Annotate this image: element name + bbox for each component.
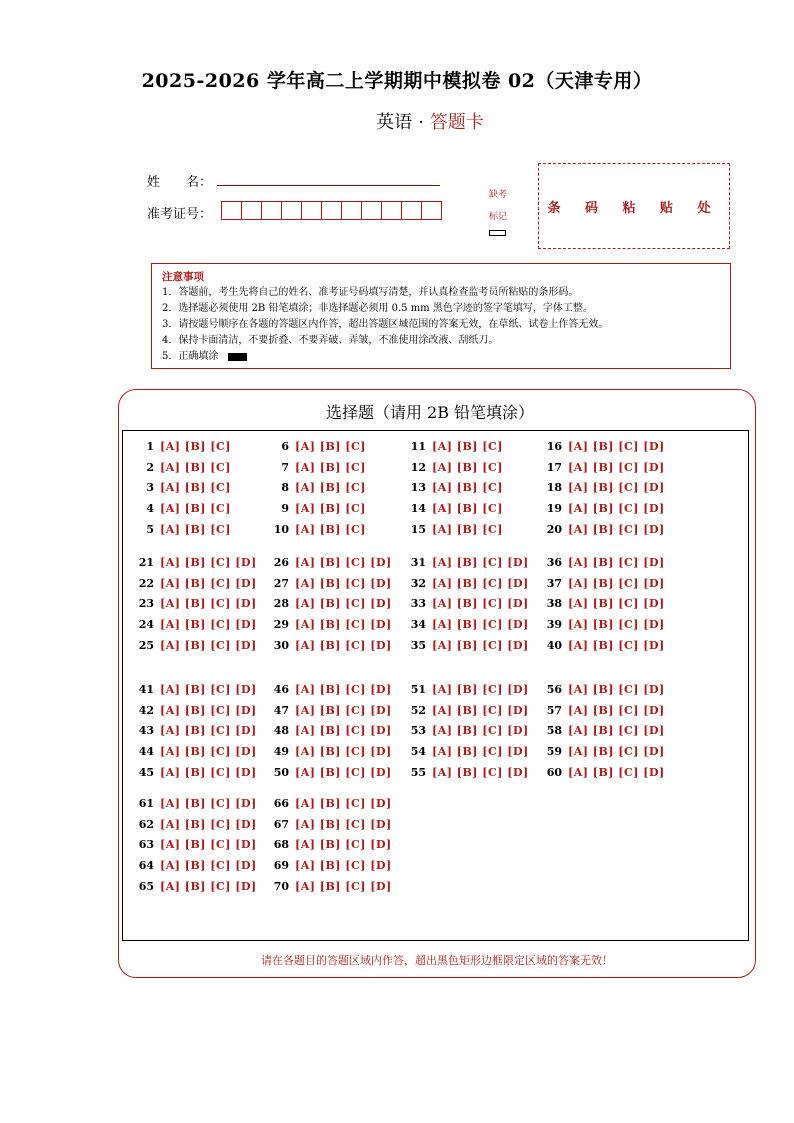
question-35[interactable]	[406, 639, 529, 652]
notice-box	[151, 263, 731, 369]
question-63[interactable]	[134, 838, 257, 851]
question-24[interactable]	[134, 618, 257, 631]
answer-options[interactable]: [A] [B] [C] [D]	[295, 838, 392, 852]
answer-options[interactable]: [A] [B] [C]	[160, 502, 231, 516]
question-number: 42	[138, 703, 154, 717]
question-number: 56	[546, 683, 562, 696]
question-number: 55	[410, 765, 426, 779]
question-41[interactable]	[134, 683, 257, 696]
question-53[interactable]	[406, 724, 529, 737]
answer-options[interactable]: [A] [B] [C] [D]	[160, 724, 257, 738]
question-47[interactable]	[269, 704, 392, 717]
question-65[interactable]	[134, 880, 257, 893]
answer-options[interactable]: [A] [B] [C] [D]	[432, 703, 529, 717]
question-19[interactable]	[542, 502, 665, 515]
answer-options[interactable]: [A] [B] [C]	[295, 440, 366, 453]
answer-options[interactable]: [A] [B] [C] [D]	[295, 576, 392, 590]
question-34[interactable]	[406, 618, 529, 631]
question-number: 61	[138, 797, 154, 810]
question-number: 11	[410, 440, 426, 453]
notice-item-fill-example	[162, 349, 730, 365]
answer-options[interactable]: [A] [B] [C] [D]	[432, 683, 529, 696]
question-number: 65	[138, 879, 154, 893]
answer-options[interactable]: [A] [B] [C] [D]	[160, 703, 257, 717]
question-number: 37	[546, 576, 562, 590]
question-52[interactable]	[406, 704, 529, 717]
question-9[interactable]	[269, 502, 366, 515]
question-68[interactable]	[269, 838, 392, 851]
question-70[interactable]	[269, 880, 392, 893]
answer-options[interactable]: [A] [B] [C] [D]	[160, 683, 257, 696]
question-4[interactable]	[134, 502, 231, 515]
id-digit-box[interactable]	[381, 201, 402, 220]
question-17[interactable]	[542, 461, 665, 474]
question-25[interactable]	[134, 639, 257, 652]
question-number: 58	[546, 724, 562, 738]
question-number: 50	[273, 765, 289, 779]
question-number: 40	[546, 638, 562, 652]
id-digit-box[interactable]	[341, 201, 362, 220]
question-43[interactable]	[134, 724, 257, 737]
question-6[interactable]	[269, 440, 366, 453]
question-26[interactable]	[269, 556, 392, 569]
question-18[interactable]	[542, 481, 665, 494]
question-29[interactable]	[269, 618, 392, 631]
barcode-area	[538, 163, 730, 249]
question-number: 41	[138, 683, 154, 696]
id-digit-box[interactable]	[401, 201, 422, 220]
answer-options[interactable]: [A] [B] [C] [D]	[295, 597, 392, 611]
question-number: 60	[546, 765, 562, 779]
question-31[interactable]	[406, 556, 529, 569]
question-number: 29	[273, 618, 289, 632]
exam-subtitle	[0, 108, 794, 134]
notice-item: 3．请按题号顺序在各题的答题区内作答，超出答题区域范围的答案无效，在草纸、试卷上作答无效。	[162, 319, 609, 330]
answer-options[interactable]: [A] [B] [C] [D]	[432, 745, 529, 759]
question-62[interactable]	[134, 818, 257, 831]
answer-options[interactable]: [A] [B] [C] [D]	[295, 879, 392, 893]
question-number: 22	[138, 576, 154, 590]
answer-options[interactable]: [A] [B] [C] [D]	[160, 797, 257, 810]
question-number: 10	[273, 522, 289, 536]
question-number: 34	[410, 618, 426, 632]
question-number: 1	[146, 440, 154, 453]
answer-options[interactable]: [A] [B] [C] [D]	[295, 817, 392, 831]
question-number: 59	[546, 745, 562, 759]
notice-item-text: 5．正确填涂	[162, 351, 219, 362]
question-number: 27	[273, 576, 289, 590]
id-digit-box[interactable]	[301, 201, 322, 220]
question-number: 9	[281, 502, 289, 516]
question-number: 30	[273, 638, 289, 652]
question-number: 54	[410, 745, 426, 759]
answer-options[interactable]: [A] [B] [C] [D]	[160, 576, 257, 590]
question-61[interactable]	[134, 797, 257, 810]
answer-options[interactable]: [A] [B] [C]	[160, 460, 231, 474]
question-number: 31	[410, 556, 426, 569]
question-number: 7	[281, 460, 289, 474]
question-54[interactable]	[406, 745, 529, 758]
question-number: 28	[273, 597, 289, 611]
filled-sample-mark	[228, 353, 247, 361]
question-49[interactable]	[269, 745, 392, 758]
question-56[interactable]	[542, 683, 665, 696]
answer-options[interactable]: [A] [B] [C] [D]	[160, 838, 257, 852]
question-number: 47	[273, 703, 289, 717]
question-number: 17	[546, 460, 562, 474]
answer-options[interactable]: [A] [B] [C] [D]	[295, 556, 392, 569]
answer-area-footer: 请在各题目的答题区域内作答，超出黑色矩形边框限定区域的答案无效！	[261, 954, 613, 967]
question-number: 21	[138, 556, 154, 569]
question-40[interactable]	[542, 639, 665, 652]
question-48[interactable]	[269, 724, 392, 737]
answer-options[interactable]: [A] [B] [C] [D]	[568, 683, 665, 696]
question-1[interactable]	[134, 440, 231, 453]
question-12[interactable]	[406, 461, 503, 474]
question-number: 57	[546, 703, 562, 717]
notice-item: 2．选择题必须使用 2B 铅笔填涂；非选择题必须用 0.5 mm 黑色字迹的签字笔填写，字体工整。	[162, 303, 593, 314]
question-number: 51	[410, 683, 426, 696]
answer-options[interactable]: [A] [B] [C] [D]	[568, 597, 665, 611]
question-number: 48	[273, 724, 289, 738]
answer-options[interactable]: [A] [B] [C] [D]	[568, 460, 665, 474]
question-number: 66	[273, 797, 289, 810]
question-22[interactable]	[134, 577, 257, 590]
question-66[interactable]	[269, 797, 392, 810]
question-number: 43	[138, 724, 154, 738]
question-33[interactable]	[406, 597, 529, 610]
question-21[interactable]	[134, 556, 257, 569]
answer-options[interactable]: [A] [B] [C] [D]	[568, 481, 665, 495]
question-number: 45	[138, 765, 154, 779]
answer-options[interactable]: [A] [B] [C] [D]	[160, 638, 257, 652]
question-number: 5	[146, 522, 154, 536]
question-number: 13	[410, 481, 426, 495]
question-57[interactable]	[542, 704, 665, 717]
answer-options[interactable]: [A] [B] [C] [D]	[295, 745, 392, 759]
subject-label: 英语	[376, 112, 413, 133]
question-number: 26	[273, 556, 289, 569]
answer-options[interactable]: [A] [B] [C] [D]	[568, 745, 665, 759]
answer-options[interactable]: [A] [B] [C]	[160, 522, 231, 536]
question-58[interactable]	[542, 724, 665, 737]
missing-mark-label	[485, 184, 511, 228]
question-20[interactable]	[542, 523, 665, 536]
answer-options[interactable]: [A] [B] [C]	[160, 440, 231, 453]
question-number: 4	[146, 502, 154, 516]
answer-options[interactable]: [A] [B] [C] [D]	[295, 765, 392, 779]
answer-options[interactable]: [A] [B] [C]	[432, 502, 503, 516]
id-number-boxes[interactable]	[222, 201, 442, 220]
id-label: 准考证号：	[147, 207, 213, 222]
answer-options[interactable]: [A] [B] [C] [D]	[568, 576, 665, 590]
question-7[interactable]	[269, 461, 366, 474]
question-number: 24	[138, 618, 154, 632]
choice-section-title: 选择题（请用 2B 铅笔填涂）	[325, 403, 535, 422]
question-number: 49	[273, 745, 289, 759]
name-label: 姓 名：	[147, 175, 213, 190]
question-number: 44	[138, 745, 154, 759]
question-28[interactable]	[269, 597, 392, 610]
question-number: 64	[138, 859, 154, 873]
missing-mark-box[interactable]	[489, 230, 506, 236]
answer-options[interactable]: [A] [B] [C] [D]	[160, 597, 257, 611]
question-number: 33	[410, 597, 426, 611]
question-37[interactable]	[542, 577, 665, 590]
missing-mark-line2: 标记	[488, 212, 507, 222]
question-45[interactable]	[134, 766, 257, 779]
question-number: 68	[273, 838, 289, 852]
question-64[interactable]	[134, 859, 257, 872]
question-number: 14	[410, 502, 426, 516]
answer-options[interactable]: [A] [B] [C] [D]	[568, 765, 665, 779]
notice-item: 4．保持卡面清洁，不要折叠、不要弄破、弄皱，不准使用涂改液、刮纸刀。	[162, 335, 499, 346]
question-number: 69	[273, 859, 289, 873]
answer-options[interactable]: [A] [B] [C] [D]	[160, 745, 257, 759]
answer-options[interactable]: [A] [B] [C] [D]	[432, 638, 529, 652]
answer-card-label: 答题卡	[429, 112, 484, 133]
question-number: 39	[546, 618, 562, 632]
question-30[interactable]	[269, 639, 392, 652]
answer-options[interactable]: [A] [B] [C] [D]	[568, 724, 665, 738]
question-59[interactable]	[542, 745, 665, 758]
answer-options[interactable]: [A] [B] [C] [D]	[295, 859, 392, 873]
name-field[interactable]	[217, 185, 440, 186]
answer-options[interactable]: [A] [B] [C] [D]	[432, 556, 529, 569]
question-number: 53	[410, 724, 426, 738]
answer-options[interactable]: [A] [B] [C]	[295, 522, 366, 536]
answer-options[interactable]: [A] [B] [C] [D]	[432, 576, 529, 590]
question-number: 20	[546, 522, 562, 536]
missing-mark-line1: 缺考	[488, 190, 507, 200]
answer-options[interactable]: [A] [B] [C] [D]	[295, 797, 392, 810]
question-13[interactable]	[406, 481, 503, 494]
answer-options[interactable]: [A] [B] [C] [D]	[568, 440, 665, 453]
question-5[interactable]	[134, 523, 231, 536]
question-16[interactable]	[542, 440, 665, 453]
barcode-label: 条 码 粘 贴 处	[547, 200, 721, 216]
question-60[interactable]	[542, 766, 665, 779]
notice-item: 1．答题前，考生先将自己的姓名、准考证号码填写清楚，并认真检查监考员所粘贴的条形码。	[162, 287, 579, 298]
question-14[interactable]	[406, 502, 503, 515]
question-67[interactable]	[269, 818, 392, 831]
answer-options[interactable]: [A] [B] [C] [D]	[160, 556, 257, 569]
question-39[interactable]	[542, 618, 665, 631]
question-3[interactable]	[134, 481, 231, 494]
question-number: 8	[281, 481, 289, 495]
answer-options[interactable]: [A] [B] [C] [D]	[568, 618, 665, 632]
question-8[interactable]	[269, 481, 366, 494]
question-55[interactable]	[406, 766, 529, 779]
answer-options[interactable]: [A] [B] [C] [D]	[295, 638, 392, 652]
answer-options[interactable]: [A] [B] [C] [D]	[160, 879, 257, 893]
answer-options[interactable]: [A] [B] [C] [D]	[432, 724, 529, 738]
id-digit-box[interactable]	[261, 201, 282, 220]
question-number: 15	[410, 522, 426, 536]
question-number: 23	[138, 597, 154, 611]
id-digit-box[interactable]	[361, 201, 382, 220]
subtitle-dot: ·	[418, 112, 424, 133]
question-number: 16	[546, 440, 562, 453]
question-50[interactable]	[269, 766, 392, 779]
answer-options[interactable]: [A] [B] [C] [D]	[568, 638, 665, 652]
question-46[interactable]	[269, 683, 392, 696]
question-69[interactable]	[269, 859, 392, 872]
notice-title: 注意事项	[162, 271, 204, 283]
answer-options[interactable]: [A] [B] [C]	[432, 440, 503, 453]
question-number: 67	[273, 817, 289, 831]
question-2[interactable]	[134, 461, 231, 474]
question-number: 46	[273, 683, 289, 696]
question-number: 25	[138, 638, 154, 652]
answer-options[interactable]: [A] [B] [C] [D]	[160, 765, 257, 779]
id-digit-box[interactable]	[281, 201, 302, 220]
answer-options[interactable]: [A] [B] [C] [D]	[432, 618, 529, 632]
answer-options[interactable]: [A] [B] [C] [D]	[432, 597, 529, 611]
question-42[interactable]	[134, 704, 257, 717]
question-number: 63	[138, 838, 154, 852]
answer-options[interactable]: [A] [B] [C]	[432, 522, 503, 536]
id-digit-box[interactable]	[221, 201, 242, 220]
answer-options[interactable]: [A] [B] [C]	[432, 460, 503, 474]
question-number: 2	[146, 460, 154, 474]
answer-options[interactable]: [A] [B] [C] [D]	[568, 703, 665, 717]
question-27[interactable]	[269, 577, 392, 590]
answer-options[interactable]: [A] [B] [C]	[432, 481, 503, 495]
question-number: 52	[410, 703, 426, 717]
question-number: 35	[410, 638, 426, 652]
id-digit-box[interactable]	[241, 201, 262, 220]
answer-options[interactable]: [A] [B] [C] [D]	[568, 556, 665, 569]
question-44[interactable]	[134, 745, 257, 758]
question-number: 18	[546, 481, 562, 495]
answer-options[interactable]: [A] [B] [C] [D]	[432, 765, 529, 779]
question-number: 62	[138, 817, 154, 831]
answer-options[interactable]: [A] [B] [C] [D]	[295, 724, 392, 738]
question-number: 3	[146, 481, 154, 495]
answer-options[interactable]: [A] [B] [C] [D]	[295, 683, 392, 696]
question-32[interactable]	[406, 577, 529, 590]
answer-options[interactable]: [A] [B] [C]	[160, 481, 231, 495]
question-number: 6	[281, 440, 289, 453]
question-number: 70	[273, 879, 289, 893]
answer-options[interactable]: [A] [B] [C]	[295, 481, 366, 495]
answer-options[interactable]: [A] [B] [C] [D]	[568, 522, 665, 536]
answer-options[interactable]: [A] [B] [C] [D]	[295, 618, 392, 632]
question-10[interactable]	[269, 523, 366, 536]
question-number: 32	[410, 576, 426, 590]
answer-options[interactable]: [A] [B] [C]	[295, 460, 366, 474]
answer-options[interactable]: [A] [B] [C]	[295, 502, 366, 516]
question-number: 12	[410, 460, 426, 474]
question-11[interactable]	[406, 440, 503, 453]
id-digit-box[interactable]	[421, 201, 442, 220]
exam-title: 2025-2026 学年高二上学期期中模拟卷 02（天津专用）	[141, 70, 653, 92]
answer-options[interactable]: [A] [B] [C] [D]	[160, 618, 257, 632]
answer-options[interactable]: [A] [B] [C] [D]	[160, 817, 257, 831]
id-digit-box[interactable]	[321, 201, 342, 220]
answer-options[interactable]: [A] [B] [C] [D]	[160, 859, 257, 873]
question-number: 38	[546, 597, 562, 611]
answer-options[interactable]: [A] [B] [C] [D]	[295, 703, 392, 717]
question-number: 36	[546, 556, 562, 569]
question-15[interactable]	[406, 523, 503, 536]
question-36[interactable]	[542, 556, 665, 569]
question-51[interactable]	[406, 683, 529, 696]
question-23[interactable]	[134, 597, 257, 610]
answer-options[interactable]: [A] [B] [C] [D]	[568, 502, 665, 516]
question-number: 19	[546, 502, 562, 516]
question-38[interactable]	[542, 597, 665, 610]
